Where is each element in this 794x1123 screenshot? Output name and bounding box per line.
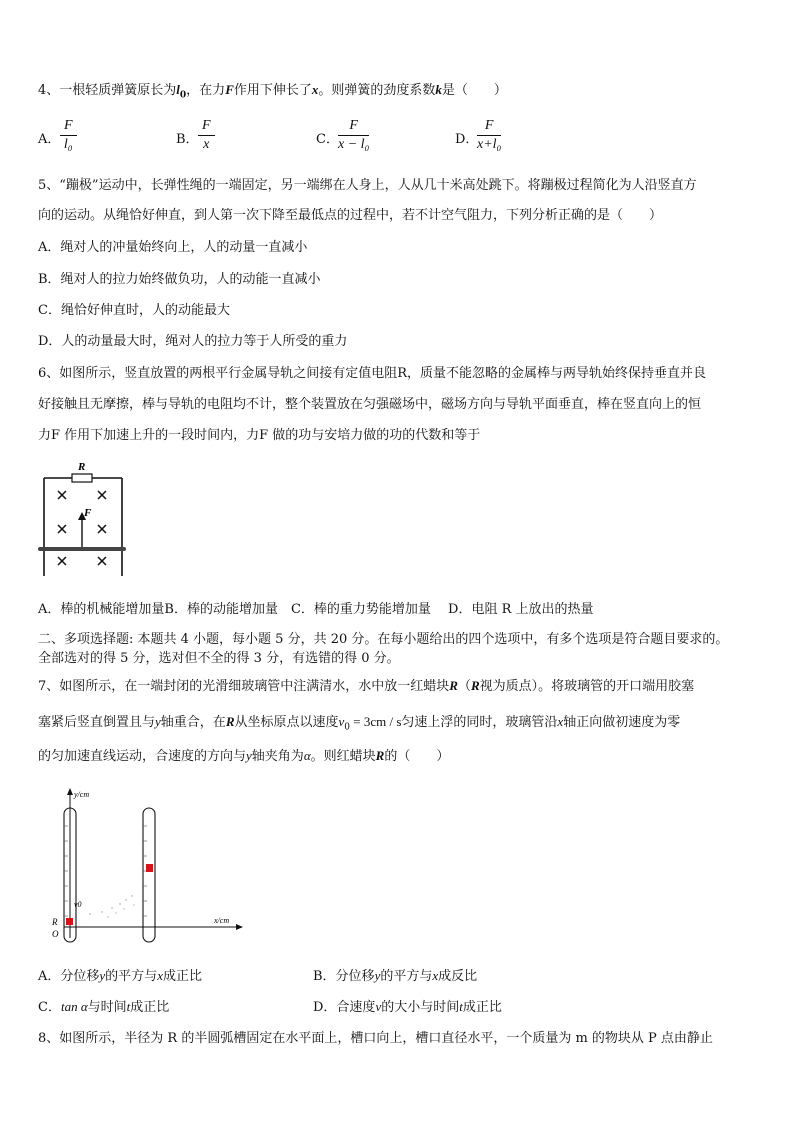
resistor-label: R bbox=[78, 461, 86, 473]
section2-line2: 全部选对的得 5 分，选对但不全的得 3 分，有选错的得 0 分。 bbox=[38, 651, 400, 666]
q4-stem: 4、一根轻质弹簧原长为$l_0$，在力F作用下伸长了x。则弹簧的劲度系数k是（ ） bbox=[38, 82, 507, 101]
q5-option-a: A．绳对人的冲量始终向上，人的动量一直减小 bbox=[38, 240, 308, 255]
q8-stem-line1: 8、如图所示，半径为 R 的半圆弧槽固定在水平面上，槽口向上，槽口直径水平，一个质量为 m 的物块从 P 点由静止 bbox=[38, 1031, 713, 1046]
q7-option-b: B．分位移y的平方与x成反比 bbox=[313, 968, 478, 984]
y-axis-label: y/cm bbox=[74, 790, 90, 799]
q4-option-a-label: A． bbox=[38, 132, 61, 147]
q5-stem-line2: 向的运动。从绳恰好伸直，到人第一次下降至最低点的过程中，若不计空气阻力，下列分析正确的是（ ） bbox=[38, 208, 663, 223]
q4-option-c-fraction: $\frac{F}{\text{x − l₀}}$ bbox=[338, 118, 370, 152]
q5-option-b: B．绳对人的拉力始终做负功，人的动能一直减小 bbox=[38, 272, 321, 287]
q6-stem-line2: 好接触且无摩擦，棒与导轨的电阻均不计，整个装置放在匀强磁场中，磁场方向与导轨平面垂直，棒在竖直向上的恒 bbox=[38, 397, 702, 412]
resistor-symbol bbox=[72, 474, 92, 482]
q5-option-d: D．人的动量最大时，绳对人的拉力等于人所受的重力 bbox=[38, 334, 348, 349]
q5-option-c: C．绳恰好伸直时，人的动能最大 bbox=[38, 303, 230, 318]
q4-option-a-fraction: $\frac{F}{\text{l₀}}$ bbox=[60, 117, 77, 154]
red-wax-block-2 bbox=[146, 864, 153, 872]
R-label: R bbox=[52, 917, 58, 927]
glass-tube-2 bbox=[143, 808, 155, 942]
q7-stem-line1: 7、如图所示，在一端封闭的光滑细玻璃管中注满清水，水中放一红蜡块R（R视为质点）。将玻璃管的开口端用胶塞 bbox=[38, 678, 695, 694]
q6-stem-line3: 力F 作用下加速上升的一段时间内，力F 做的功与安培力做的功的代数和等于 bbox=[38, 428, 481, 443]
q7-tube-figure bbox=[50, 786, 245, 952]
q4-option-b-fraction: $\frac{F}{x}$ bbox=[198, 117, 215, 154]
q7-stem-line2: 塞紧后竖直倒置且与y轴重合，在R从坐标原点以速度$v_0 = 3cm / s$匀速上浮的同时，玻璃管沿x轴正向做初速度为零 bbox=[38, 714, 681, 733]
q4-option-c-label: C． bbox=[316, 132, 339, 147]
q6-stem-line1: 6、如图所示，竖直放置的两根平行金属导轨之间接有定值电阻R，质量不能忽略的金属棒与两导轨始终保持垂直并良 bbox=[38, 366, 707, 381]
origin-label: O bbox=[52, 929, 59, 939]
q6-circuit-figure bbox=[36, 458, 126, 582]
section2-line1: 二、多项选择题: 本题共 4 小题，每小题 5 分，共 20 分。在每小题给出的四个选项中，有多个选项是符合题目要求的。 bbox=[38, 632, 729, 647]
q6-options: A．棒的机械能增加量B．棒的动能增加量 C．棒的重力势能增加量 D．电阻 R 上放出的热量 bbox=[38, 602, 594, 617]
metal-rod bbox=[38, 547, 126, 551]
q4-option-d-label: D． bbox=[455, 132, 479, 147]
q5-stem-line1: 5、“蹦极”运动中，长弹性绳的一端固定，另一端绑在人身上，人从几十米高处跳下。将蹦极过程简化为人沿竖直方 bbox=[38, 178, 697, 193]
red-wax-block-1 bbox=[66, 918, 73, 925]
q7-option-a: A．分位移y的平方与x成正比 bbox=[38, 968, 202, 984]
trajectory-dots bbox=[89, 895, 134, 917]
force-label: F bbox=[84, 507, 92, 519]
q7-stem-line3: 的匀加速直线运动，合速度的方向与y轴夹角为α。则红蜡块R的（ ） bbox=[38, 748, 450, 764]
q7-option-c: C．tan α与时间t成正比 bbox=[38, 999, 170, 1015]
q7-option-d: D．合速度v的大小与时间t成正比 bbox=[313, 999, 502, 1015]
x-axis-label: x/cm bbox=[214, 916, 230, 925]
v0-label: v0 bbox=[74, 900, 82, 909]
q4-option-b-label: B． bbox=[176, 132, 199, 147]
q4-option-d-fraction: $\frac{F}{\text{x+l₀}}$ bbox=[477, 118, 502, 152]
